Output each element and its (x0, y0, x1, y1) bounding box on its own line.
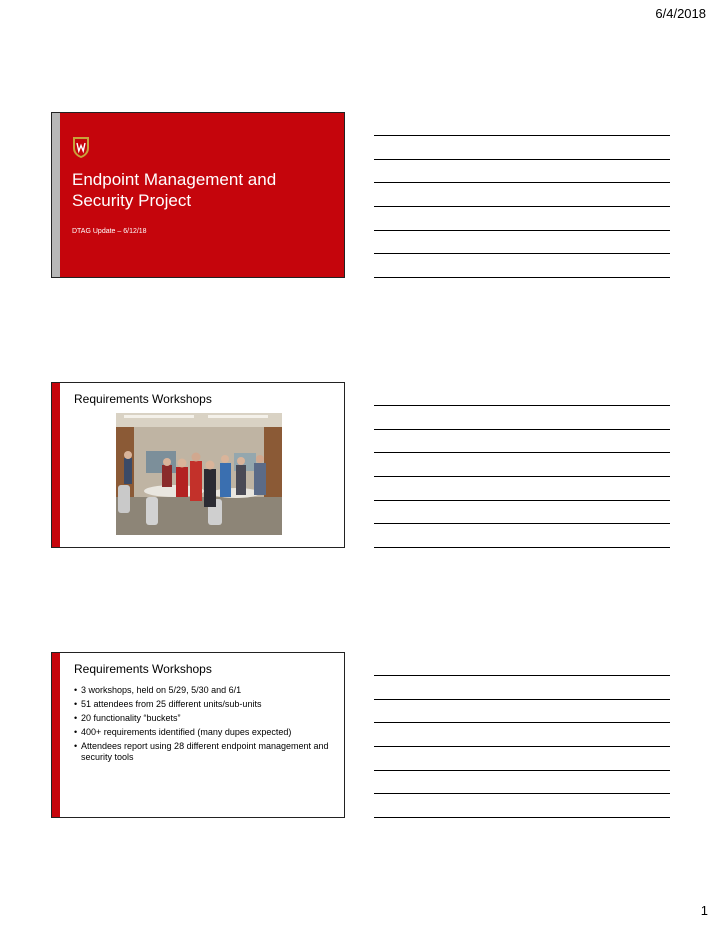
workshop-photo (116, 413, 282, 535)
note-line (374, 500, 670, 501)
page-number: 1 (700, 903, 708, 918)
note-line (374, 523, 670, 524)
bullet-list (74, 685, 334, 766)
slide-title: Requirements Workshops (74, 662, 212, 676)
bullet-item: • 400+ requirements identified (many dupes expected) (74, 727, 334, 738)
note-line (374, 476, 670, 477)
slide-sidebar (52, 113, 60, 277)
bullet-item: • Attendees report using 28 different endpoint management and security tools (74, 741, 334, 763)
note-line (374, 230, 670, 231)
note-line (374, 452, 670, 453)
note-line (374, 182, 670, 183)
note-line (374, 277, 670, 278)
note-line (374, 770, 670, 771)
note-line (374, 405, 670, 406)
bullet-item: • 20 functionality “buckets” (74, 713, 334, 724)
print-date: 6/4/2018 (655, 6, 706, 21)
slide-subtitle: DTAG Update – 6/12/18 (72, 228, 147, 235)
slide-title: Requirements Workshops (74, 392, 212, 406)
note-line (374, 429, 670, 430)
note-line (374, 699, 670, 700)
bullet-item: • 3 workshops, held on 5/29, 5/30 and 6/1 (74, 685, 334, 696)
slide-2-photo (51, 382, 345, 548)
note-line (374, 206, 670, 207)
note-line (374, 746, 670, 747)
note-line (374, 135, 670, 136)
slide-title: Endpoint Management and Security Project (72, 170, 277, 210)
slide-3-bullets (51, 652, 345, 818)
note-line (374, 793, 670, 794)
slide-1-title (51, 112, 345, 278)
note-line (374, 253, 670, 254)
note-line (374, 675, 670, 676)
note-line (374, 817, 670, 818)
note-line (374, 159, 670, 160)
note-line (374, 547, 670, 548)
slide-sidebar (52, 383, 60, 547)
uw-crest-icon (72, 135, 90, 159)
bullet-item: • 51 attendees from 25 different units/sub-units (74, 699, 334, 710)
slide-sidebar (52, 653, 60, 817)
note-line (374, 722, 670, 723)
